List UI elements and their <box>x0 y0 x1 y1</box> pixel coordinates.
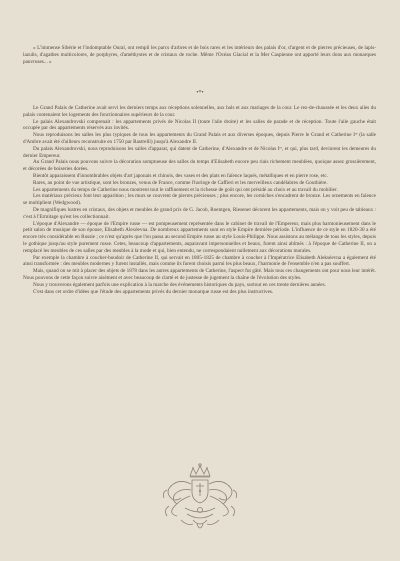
paragraph: C'est dans cet ordre d'idées que l'étude des appartements privés du dernier monarque russe est des plus instructives. <box>33 288 274 295</box>
paragraph: Les appartements du temps de Catherine nous montrent tout le raffinement et la richesse de goût qui ont présidé au choix et au travail du mobilier. <box>33 186 338 193</box>
paragraph: De magnifiques lustres en cristaux, des objets et meubles de grand prix de G. Jacob, Roentgen, Riesener décorent les appartements, mais on y voit peu de tableaux : c'est à l'Ermitage qu'est les collectionnait. <box>23 206 376 220</box>
epigraph-text: « L'immense Sibérie et l'indomptable Oural, ont rempli les parcs d'arbres et de bois rares et les intérieurs des palais d'or, d'argent et de pierres précieuses, de lapis-lazulis, d'agathes multicolores, de porphyres, d'améthystes et de cristaux de roche. Même l'Océan Glacial et la Mer Caspienne ont apporté leurs dons aux monarques pauvruses... » <box>23 45 376 65</box>
paragraph: Le palais Alexandrovski comprenait : les appartements privés de Nicolas II (toute l'aile droite) et les salles de parade et de réception. Toute l'aile gauche était occupée par des appartements réservés aux invités. <box>23 118 376 132</box>
crown-coat-of-arms-vignette-icon <box>157 462 243 536</box>
section-separator: •*• <box>196 90 204 96</box>
paragraph: Nous y trouverons également parfois une explication à la marche des événements historiques du pays, surtout en ces trente dernières années. <box>33 281 326 288</box>
epigraph <box>23 45 376 65</box>
paragraph: Du palais Alexandrovski, nous reproduisons les salles d'apparat, qui datent de Catherine, d'Alexandre et de Nicolas Iᵉʳ, et qui, plus tard, devinrent les demeures du dernier Empereur. <box>23 145 376 159</box>
body-text <box>23 105 376 295</box>
paragraph: Par exemple la chambre à coucher-boudoir de Catherine II, qui servait en 1805-1825 de chambre à coucher à l'Impératrice Elisabeth Alekséevna a également été ainsi transformée : des meubles modernes y furent installés, mais comme ils furent choisis parmi les plus beaux, l'harmonie de l'ensemble n'en a pas souffert. <box>23 254 376 268</box>
paragraph: Rares, au point de vue artistique, sont les bronzes, venus de France, comme l'horloge de Caffieri et les merveilleux candélabres de Gouthière. <box>33 179 328 186</box>
paragraph: Nous reproduisons les salles les plus typiques de tous les appartements du Grand Palais et aux diverses époques, depuis Pierre le Grand et Catherine Iʳᵉ (la salle d'Ambre avait été d'ailleurs reconstruite en 1750 par Rastrelli) jusqu'à Alexandre II. <box>23 132 376 145</box>
paragraph: L'époque d'Alexandre — époque de l'Empire russe — est pompeusement représentée dans le cabinet de travail de l'Empereur, mais plus harmonieusement dans le petit salon de musique de son épouse, Elisabeth Alexéevna. De nombreux appartements sont en style Empire dernière période. L'influence de ce style en 1820-30 a été encore très considérable en Russie ; ce n'est qu'après que l'on passa au second Empire russe au style Louis-Philippe. Nous assistons au mélange de tous les styles, depuis le gothique jusqu'au style purement russe. Cetes, beaucoup d'appartements, auparavant impersonnelles et beaux, furent ainsi abîmés : à l'époque de Catherine II, on a remplacé les meubles de ces salles par des meubles à la mode et qui, bien entendu, ne correspondaient nullement aux décorations murales. <box>23 220 376 254</box>
paragraph: Bientôt apparaissent d'innombrables objets d'art japonais et chinois, des vases et des plats en faïence laqués, métalliques et en pierre rose, etc. <box>33 172 329 179</box>
paragraph: Le Grand Palais de Catherine avait servi les derniers temps aux réceptions solennelles, aux bals et aux mariages de la cour. Le rez-de-chaussée et les deux ailes du palais contenaient les logements des fonctionnaires supérieurs de la cour. <box>23 105 376 118</box>
paragraph: Les matériaux précieux font leur apparition ; les murs se couvrent de pierres précieuses ; plus encore, les corniches s'encadrent de bronze. Les ornements en faïence se multiplient (Wedgwood). <box>23 193 376 207</box>
paragraph: Mais, quand on se mit à placer des objets de 1878 dans les autres appartements de Catherine, l'aspect fut gâté. Mais tous ces changements ont pour nous leur intérêt. Nous pouvons de cette façon suivre aisément et avec beaucoup de clarté et de justesse de jugement la chaîne de l'évolution des styles. <box>23 268 376 281</box>
paragraph: Au Grand Palais nous pouvons suivre la décoration somptueuse des salles du temps d'Elisabeth encore peu riais richement meublées, quoique assez grossièrement, et décorées de boiseries dorées. <box>23 159 376 173</box>
